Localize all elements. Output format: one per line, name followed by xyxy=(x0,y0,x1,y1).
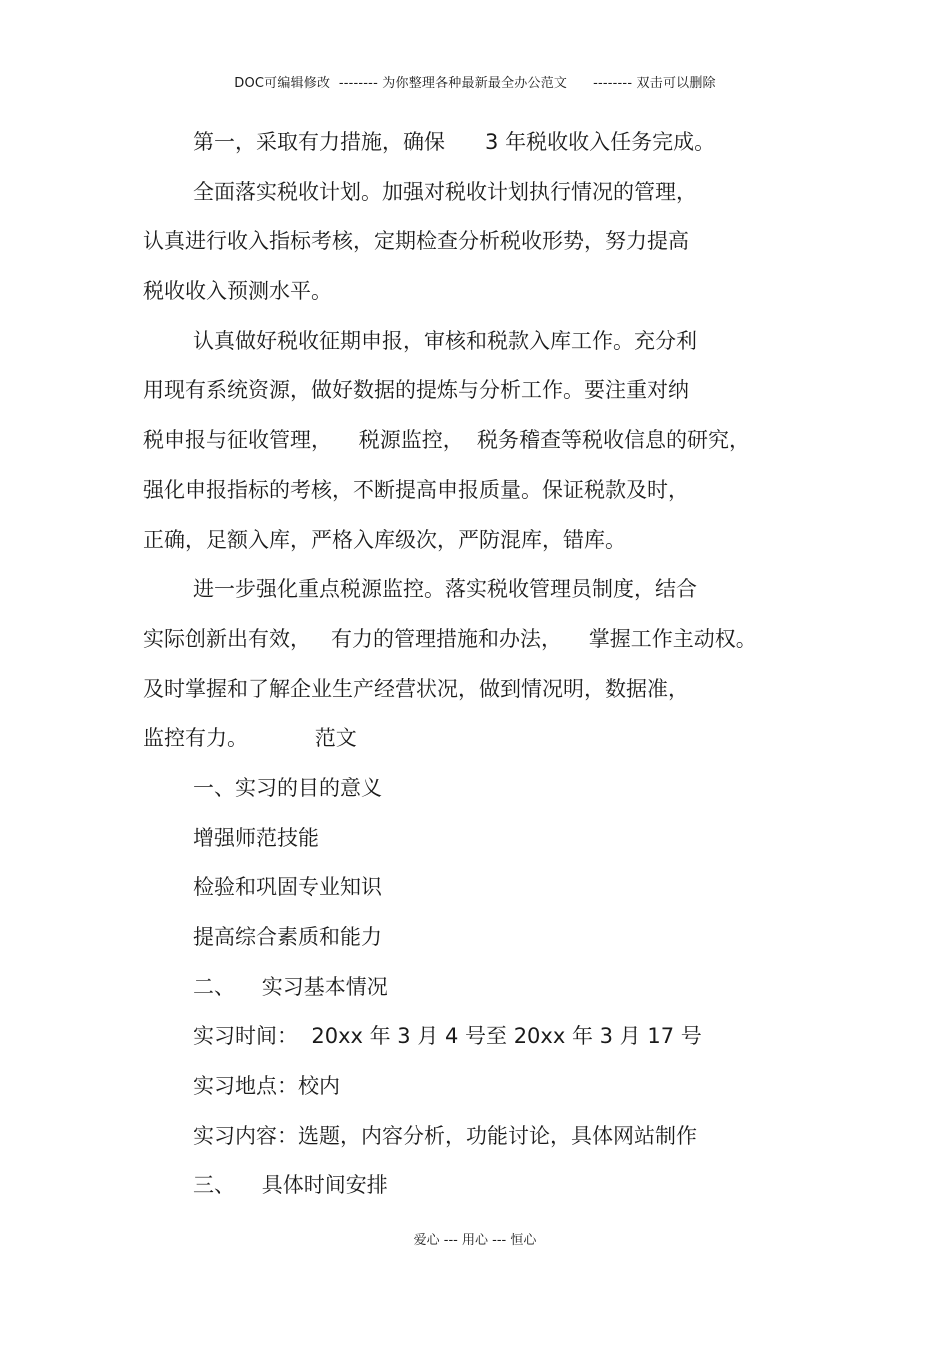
text-line: 一、实习的目的意义 xyxy=(193,775,382,800)
text-line: 第一，采取有力措施，确保 3 年税收收入任务完成。 xyxy=(193,130,716,154)
text-line: 实习内容：选题，内容分析，功能讨论，具体网站制作 xyxy=(193,1123,697,1148)
page-header: DOC可编辑修改 -------- 为你整理各种最新最全办公范文 -------- 双击可以删除 xyxy=(234,76,716,91)
text-line: 增强师范技能 xyxy=(193,825,319,850)
text-line: 及时掌握和了解企业生产经营状况，做到情况明，数据准， xyxy=(143,676,689,701)
text-line: 认真进行收入指标考核，定期检查分析税收形势，努力提高 xyxy=(143,229,689,254)
text-line: 税申报与征收管理， 税源监控， 税务稽查等税收信息的研究， xyxy=(143,428,751,453)
text-line: 提高综合素质和能力 xyxy=(193,925,382,949)
text-line: 税收收入预测水平。 xyxy=(143,279,332,304)
document-body xyxy=(143,118,823,1211)
text-line: 实习时间： 20xx 年 3 月 4 号至 20xx 年 3 月 17 号 xyxy=(193,1024,702,1049)
text-line: 正确，足额入库，严格入库级次，严防混库，错库。 xyxy=(143,527,626,552)
text-line: 二、 实习基本情况 xyxy=(193,974,388,999)
text-line: 实际创新出有效， 有力的管理措施和办法， 掌握工作主动权。 xyxy=(143,626,757,651)
text-line: 进一步强化重点税源监控。落实税收管理员制度，结合 xyxy=(193,577,697,602)
text-line: 三、 具体时间安排 xyxy=(193,1173,388,1198)
page-footer: 爱心 --- 用心 --- 恒心 xyxy=(413,1233,537,1248)
text-line: 监控有力。 范文 xyxy=(143,726,357,751)
text-line: 用现有系统资源，做好数据的提炼与分析工作。要注重对纳 xyxy=(143,378,689,403)
text-line: 检验和巩固专业知识 xyxy=(193,875,382,900)
text-line: 全面落实税收计划。加强对税收计划执行情况的管理， xyxy=(193,179,697,204)
text-line: 认真做好税收征期申报，审核和税款入库工作。充分利 xyxy=(193,328,697,353)
text-line: 实习地点：校内 xyxy=(193,1074,340,1099)
text-line: 强化申报指标的考核，不断提高申报质量。保证税款及时， xyxy=(143,477,689,502)
